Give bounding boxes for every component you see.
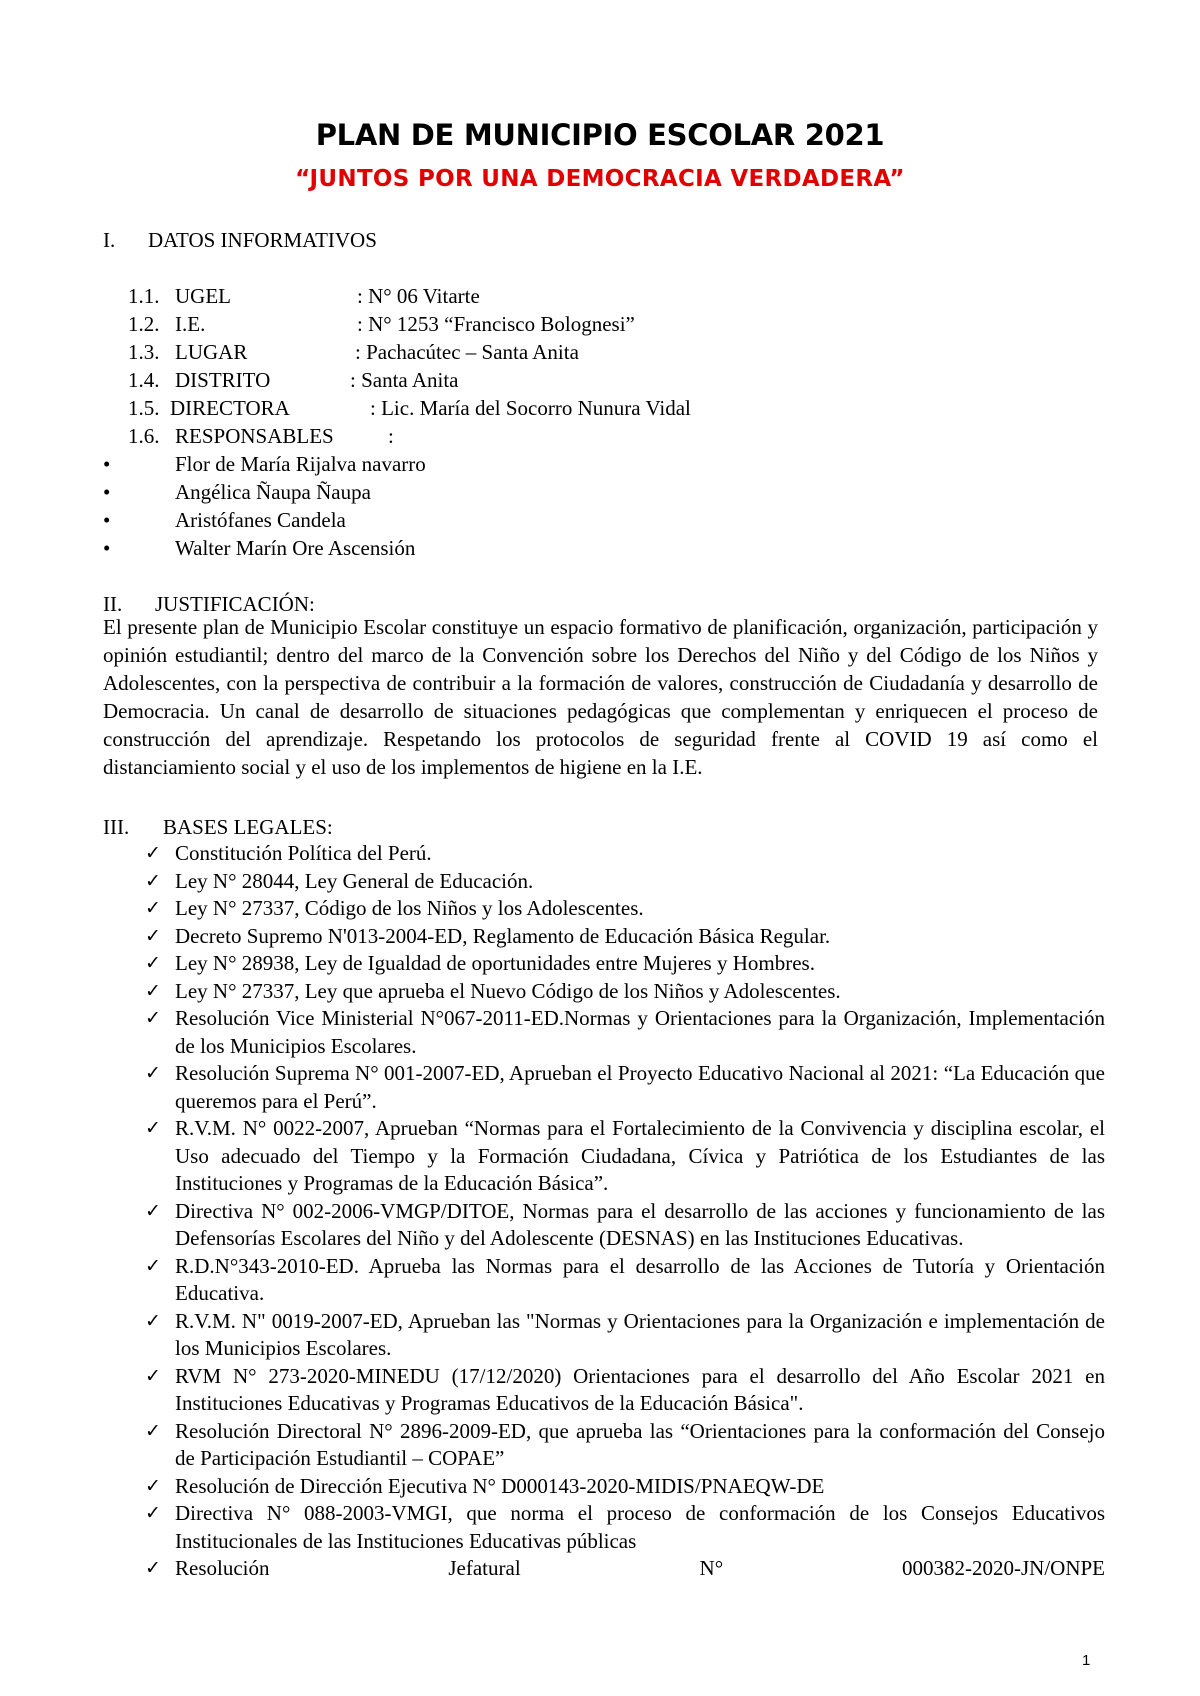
section1-heading: DATOS INFORMATIVOS [148,228,377,252]
legal-bases-list [145,840,1105,1583]
responsable-name: Aristófanes Candela [175,508,346,532]
legal-item-text: RVM N° 273-2020-MINEDU (17/12/2020) Orientaciones para el desarrollo del Año Escolar 2021 en Instituciones Educativas y Programas Educativos de la Educación Básica". [175,1363,1105,1415]
checkmark-icon: ✓ [145,1007,161,1029]
section2-heading: JUSTIFICACIÓN: [155,592,315,616]
checkmark-icon: ✓ [145,1117,161,1139]
info-item-label: LUGAR [175,340,248,364]
info-item-label: RESPONSABLES [175,424,334,448]
page-number: 1 [1082,1652,1091,1669]
info-item-value: : Pachacútec – Santa Anita [355,340,579,364]
info-item-label: UGEL [175,284,231,308]
checkmark-icon: ✓ [145,1557,161,1579]
checkmark-icon: ✓ [145,924,161,947]
legal-item-text: Constitución Política del Perú. [175,841,432,865]
section3-heading: BASES LEGALES: [163,815,333,839]
legal-item [145,1418,1105,1473]
checkmark-icon: ✓ [145,897,161,919]
legal-item-text: R.V.M. N" 0019-2007-ED, Aprueban las "Normas y Orientaciones para la Organización e implementación de los Municipios Escolares. [175,1308,1105,1360]
legal-item-text: R.V.M. N° 0022-2007, Aprueban “Normas para el Fortalecimiento de la Convivencia y disciplina escolar, el Uso adecuado del Tiempo y la Formación Ciudadana, Cívica y Patriótica de los Estudiantes de las Instituciones y Programas de la Educación Básica”. [175,1116,1105,1195]
legal-item-text: Resolución Jefatural N° 000382-2020-JN/ONPE [175,1556,1105,1580]
legal-item [145,950,1105,978]
info-item-value: : N° 06 Vitarte [357,284,480,308]
legal-item [145,868,1105,896]
legal-item [145,1198,1105,1253]
info-item-label: I.E. [175,312,206,336]
section3-number: III. [103,815,130,839]
legal-item [145,1473,1105,1501]
checkmark-icon: ✓ [145,1474,161,1497]
legal-item [145,923,1105,951]
legal-item-text: Resolución Suprema N° 001-2007-ED, Aprueban el Proyecto Educativo Nacional al 2021: “La Educación que queremos para el Perú”. [175,1061,1105,1113]
checkmark-icon: ✓ [145,869,161,892]
legal-item [145,895,1105,923]
responsable-name: Angélica Ñaupa Ñaupa [175,480,371,504]
info-item-value: : N° 1253 “Francisco Bolognesi” [357,312,635,336]
legal-item-text: Resolución Directoral N° 2896-2009-ED, que aprueba las “Orientaciones para la conformación del Consejo de Participación Estudiantil – COPAE” [175,1418,1105,1470]
legal-item-text: Resolución de Dirección Ejecutiva N° D000143-2020-MIDIS/PNAEQW-DE [175,1473,825,1498]
info-item-number: 1.5. [128,396,160,420]
checkmark-icon: ✓ [145,1062,161,1084]
checkmark-icon: ✓ [145,1254,161,1277]
legal-item-text: Ley N° 27337, Código de los Niños y los Adolescentes. [175,896,644,920]
legal-item-text: Ley N° 28044, Ley General de Educación. [175,868,534,893]
justification-paragraph: El presente plan de Municipio Escolar constituye un espacio formativo de planificación, organización, participación y opinión estudiantil; dentro del marco de la Convención sobre los Derechos del Niño y del Código de los Niños y Adolescentes, con la perspectiva de contribuir a la formación de valores, construcción de Ciudadanía y desarrollo de Democracia. Un canal de desarrollo de situaciones pedagógicas que complementan y enriquecen el proceso de construcción del aprendizaje. Respetando los protocolos de seguridad frente al COVID 19 así como el distanciamiento social y el uso de los implementos de higiene en la I.E. [103,615,1098,779]
legal-item-text: Resolución Vice Ministerial N°067-2011-ED.Normas y Orientaciones para la Organización, Implementación de los Municipios Escolares. [175,1006,1105,1058]
bullet-icon: • [103,452,111,476]
bullet-icon: • [103,480,111,504]
checkmark-icon: ✓ [145,1309,161,1332]
legal-item [145,1555,1105,1583]
legal-item [145,1060,1105,1115]
legal-item [145,1253,1105,1308]
legal-item-text: R.D.N°343-2010-ED. Aprueba las Normas para el desarrollo de las Acciones de Tutoría y Orientación Educativa. [175,1253,1105,1305]
legal-item-text: Ley N° 28938, Ley de Igualdad de oportunidades entre Mujeres y Hombres. [175,951,815,975]
responsable-name: Flor de María Rijalva navarro [175,452,426,476]
info-item-number: 1.3. [128,340,160,364]
info-item-label: DIRECTORA [170,396,290,420]
legal-item [145,1308,1105,1363]
checkmark-icon: ✓ [145,1419,161,1442]
bullet-icon: • [103,508,111,532]
legal-item-text: Directiva N° 088-2003-VMGI, que norma el proceso de conformación de los Consejos Educativos Institucionales de las Instituciones Educativas públicas [175,1501,1105,1553]
legal-item [145,1363,1105,1418]
info-item-label: DISTRITO [175,368,271,392]
bullet-icon: • [103,536,111,560]
legal-item-text: Ley N° 27337, Ley que aprueba el Nuevo Código de los Niños y Adolescentes. [175,978,841,1003]
legal-item-text: Directiva N° 002-2006-VMGP/DITOE, Normas para el desarrollo de las acciones y funcionamiento de las Defensorías Escolares del Niño y del Adolescente (DESNAS) en las Instituciones Educativas. [175,1198,1105,1250]
info-item-number: 1.2. [128,312,160,336]
info-item-number: 1.1. [128,284,160,308]
checkmark-icon: ✓ [145,1502,161,1524]
document-subtitle: “JUNTOS POR UNA DEMOCRACIA VERDADERA” [295,166,905,192]
legal-item [145,1005,1105,1060]
checkmark-icon: ✓ [145,979,161,1002]
legal-item [145,978,1105,1006]
legal-item-text: Decreto Supremo N'013-2004-ED, Reglamento de Educación Básica Regular. [175,923,831,948]
checkmark-icon: ✓ [145,952,161,974]
section1-number: I. [103,228,116,252]
legal-item [145,840,1105,868]
section2-number: II. [103,592,123,616]
info-item-number: 1.6. [128,424,160,448]
checkmark-icon: ✓ [145,1199,161,1222]
info-item-number: 1.4. [128,368,160,392]
document-title: PLAN DE MUNICIPIO ESCOLAR 2021 [315,118,885,152]
legal-item [145,1115,1105,1198]
info-item-value: : [388,424,394,448]
info-item-value: : Santa Anita [350,368,459,392]
checkmark-icon: ✓ [145,842,161,864]
info-item-value: : Lic. María del Socorro Nunura Vidal [370,396,691,420]
legal-item [145,1500,1105,1555]
responsable-name: Walter Marín Ore Ascensión [175,536,416,560]
checkmark-icon: ✓ [145,1364,161,1387]
